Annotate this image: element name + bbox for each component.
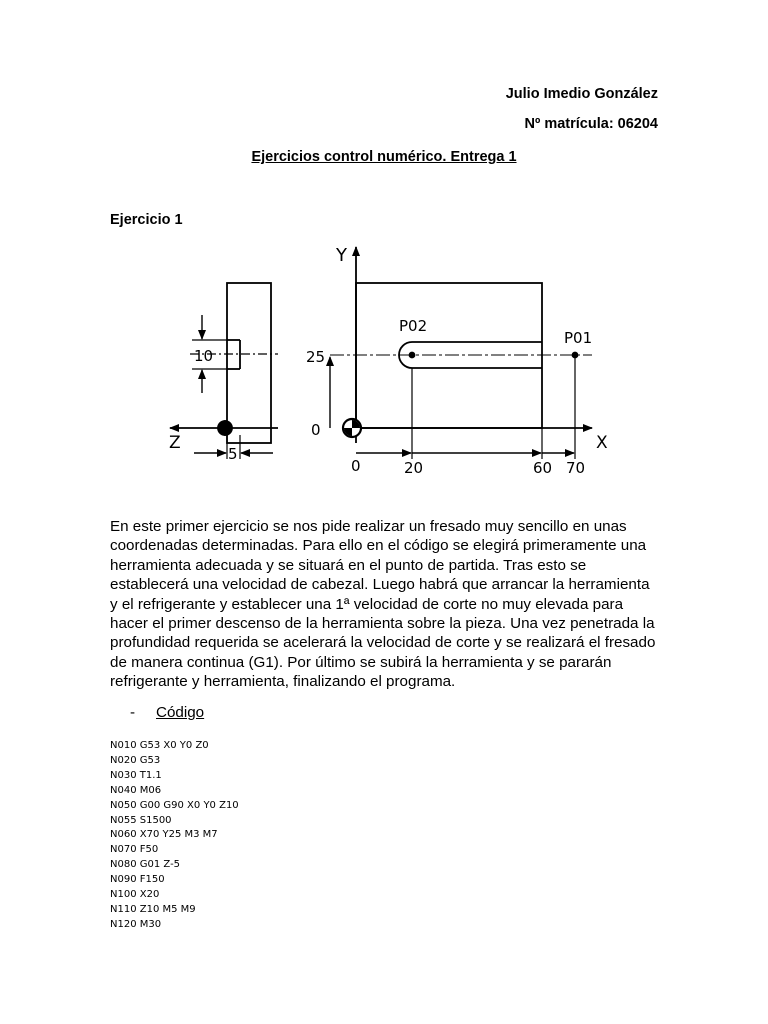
z-axis-label: Z <box>169 433 181 453</box>
p02-label: P02 <box>399 317 428 335</box>
code-line: N050 G00 G90 X0 Y0 Z10 <box>110 799 239 811</box>
x-20-label: 20 <box>404 459 424 477</box>
y-axis-label: Y <box>336 245 347 266</box>
code-line: N010 G53 X0 Y0 Z0 <box>110 740 209 751</box>
milling-drawing <box>150 235 620 480</box>
code-line: N110 Z10 M5 M9 <box>110 903 196 915</box>
bullet-dash: - <box>130 704 136 721</box>
side-view <box>169 283 278 463</box>
code-line: N070 F50 <box>110 844 159 856</box>
code-line: N055 S1500 <box>110 814 172 826</box>
dim-10-label: 10 <box>194 347 214 365</box>
side-origin-symbol <box>218 421 232 435</box>
code-line: N100 X20 <box>110 889 160 901</box>
p01-label: P01 <box>564 329 593 347</box>
code-line: N020 G53 <box>110 754 161 766</box>
code-section-heading <box>130 704 204 721</box>
top-view <box>306 245 608 477</box>
cnc-program <box>110 739 239 933</box>
x-60-label: 60 <box>533 459 553 477</box>
x-70-label: 70 <box>566 459 586 477</box>
code-line: N080 G01 Z-5 <box>110 859 181 871</box>
document-title: Ejercicios control numérico. Entrega 1 <box>251 149 517 165</box>
code-line: N090 F150 <box>110 874 165 886</box>
dim-5-label: 5 <box>228 445 238 463</box>
author-name: Julio Imedio González <box>505 86 658 102</box>
y-0-label: 0 <box>311 421 321 439</box>
x-axis-label: X <box>596 433 608 453</box>
code-line: N120 M30 <box>110 918 162 930</box>
code-line: N030 T1.1 <box>110 769 162 781</box>
code-label: Código <box>156 704 205 721</box>
exercise-description: En este primer ejercicio se nos pide realizar un fresado muy sencillo en unas coordenadas determinadas. Para ello en el código se elegirá primeramente una herramienta adecuada y se situará en el punto de partida. Tras esto se establecerá una velocidad de cabezal. Luego habrá que arrancar la herramienta y el refrigerante y establecer una 1ª velocidad de corte no muy elevada para hacer el primer descenso de la herramienta sobre la pieza. Una vez penetrada la profundidad requerida se acelerará la velocidad de corte y se realizará el fresado de manera continua (G1). Por último se subirá la herramienta y se pararán refrigerante y herramienta, finalizando el programa. <box>110 518 656 691</box>
exercise-heading: Ejercicio 1 <box>110 212 183 228</box>
y-25-label: 25 <box>306 348 326 366</box>
code-line: N040 M06 <box>110 784 162 796</box>
student-id: Nº matrícula: 06204 <box>524 116 658 132</box>
code-line: N060 X70 Y25 M3 M7 <box>110 829 218 841</box>
p02-point <box>410 353 415 358</box>
side-part-outline <box>227 283 271 443</box>
x-0-label: 0 <box>351 457 361 475</box>
